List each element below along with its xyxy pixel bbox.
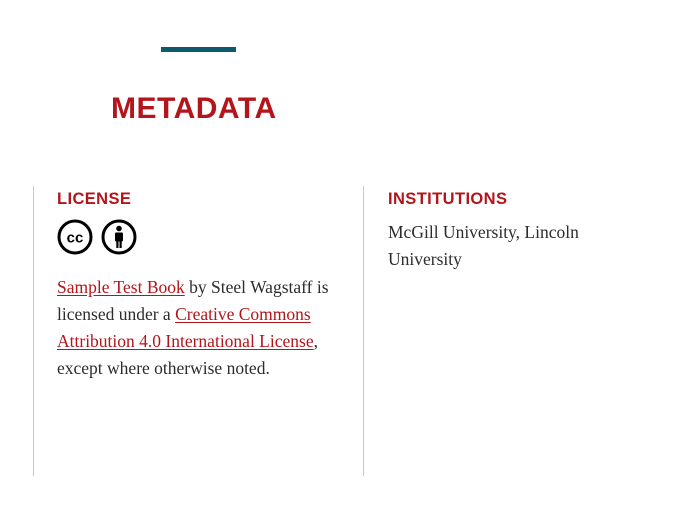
license-section [57, 190, 347, 382]
license-heading: LICENSE [57, 190, 132, 208]
institutions-list: McGill University, Lincoln University [388, 222, 579, 269]
license-by-text: by Steel Wagstaff is licensed under a [57, 277, 329, 324]
attribution-by-icon [101, 219, 137, 255]
license-icons [57, 219, 347, 255]
column-divider-middle [363, 186, 364, 476]
license-suffix-text: , except where otherwise noted. [57, 331, 318, 378]
institutions-section [388, 190, 648, 273]
institutions-heading: INSTITUTIONS [388, 190, 508, 208]
creative-commons-icon [57, 219, 93, 255]
license-link[interactable]: Creative Commons Attribution 4.0 International License [57, 304, 314, 351]
svg-text:cc: cc [66, 229, 84, 247]
column-divider-left [33, 186, 34, 476]
title-accent-bar [161, 47, 236, 52]
license-statement [57, 274, 347, 382]
page-title: METADATA [111, 92, 277, 125]
book-title-link[interactable]: Sample Test Book [57, 277, 185, 297]
